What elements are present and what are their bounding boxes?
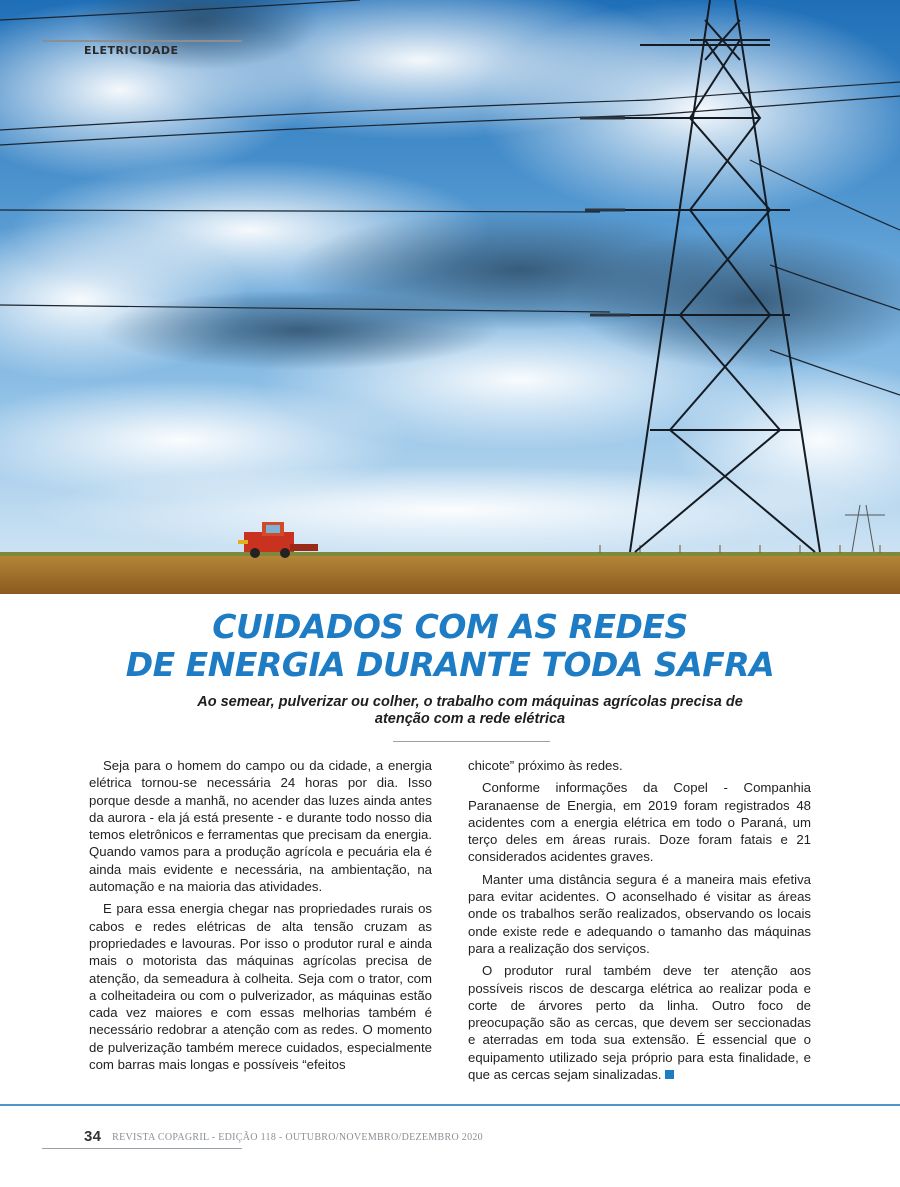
paragraph: Conforme informações da Copel - Companhia Paranaense de Energia, em 2019 foram registrados 48 acidentes com a energia elétrica em todo o Paraná, um terço deles em áreas rurais. Doze foram fatais e 21 considerados acidentes graves.	[468, 780, 811, 865]
paragraph-text: O produtor rural também deve ter atenção aos possíveis riscos de descarga elétrica ao realizar poda e corte de árvores perto da linha. Outro foco de preocupação são as cercas, que devem ser seccionadas e aterradas em toda sua extensão. É essencial que o equipamento utilizado seja próprio para esta finalidade, e que as cercas sejam sinalizadas.	[468, 963, 811, 1083]
paragraph: chicote” próximo às redes.	[468, 758, 623, 773]
paragraph: Manter uma distância segura é a maneira mais efetiva para evitar acidentes. O aconselhado é visitar as áreas onde os trabalhos serão realizados, observando os locais onde existe rede e adequando o tamanho das máquinas para a realização dos serviços.	[468, 871, 811, 956]
page-footer	[84, 1128, 483, 1145]
section-tag-rule	[42, 40, 242, 42]
paragraph: Seja para o homem do campo ou da cidade, a energia elétrica tornou-se necessária 24 horas por dia. Isso porque desde a manhã, no acender das luzes ainda antes da aurora - ela já está presente - e durante todo nosso dia temos eletrônicos e ferramentas que precisam da energia. Quando vamos para a produção agrícola e pecuária ela é ainda mais evidente e necessária, na ambientação, na automação e na maioria das atividades.	[89, 758, 432, 895]
article-column-right	[468, 757, 811, 1088]
paragraph: E para essa energia chegar nas propriedades rurais os cabos e redes elétricas de alta tensão cruzam as propriedades e lavouras. Por isso o produtor rural e ainda mais o motorista das máquinas agrícolas precisa de atenção, da semeadura à colheita. Seja com o trator, com a colheitadeira ou com o pulverizador, as máquinas estão cada vez maiores e com essas melhorias também é necessário redobrar a atenção com as redes. O momento de pulverização também merece cuidados, especialmente com barras mais longas e possíveis “efeitos	[89, 901, 432, 1073]
end-of-article-icon	[665, 1070, 674, 1079]
footer-rule	[0, 1104, 900, 1106]
page-title	[0, 608, 900, 684]
footer-underline	[42, 1148, 242, 1149]
section-tag: ELETRICIDADE	[84, 44, 179, 57]
title-divider	[393, 741, 550, 742]
paragraph-final	[468, 962, 811, 1083]
page-number: 34	[84, 1128, 102, 1145]
article-subtitle: Ao semear, pulverizar ou colher, o trabalho com máquinas agrícolas precisa de atenção com a rede elétrica	[197, 694, 743, 727]
publication-info: REVISTA COPAGRIL - EDIÇÃO 118 - OUTUBRO/NOVEMBRO/DEZEMBRO 2020	[112, 1132, 483, 1143]
article-column-left	[89, 757, 432, 1078]
title-line-2: DE ENERGIA DURANTE TODA SAFRA	[125, 645, 775, 684]
title-line-1: CUIDADOS COM AS REDES	[212, 607, 688, 646]
